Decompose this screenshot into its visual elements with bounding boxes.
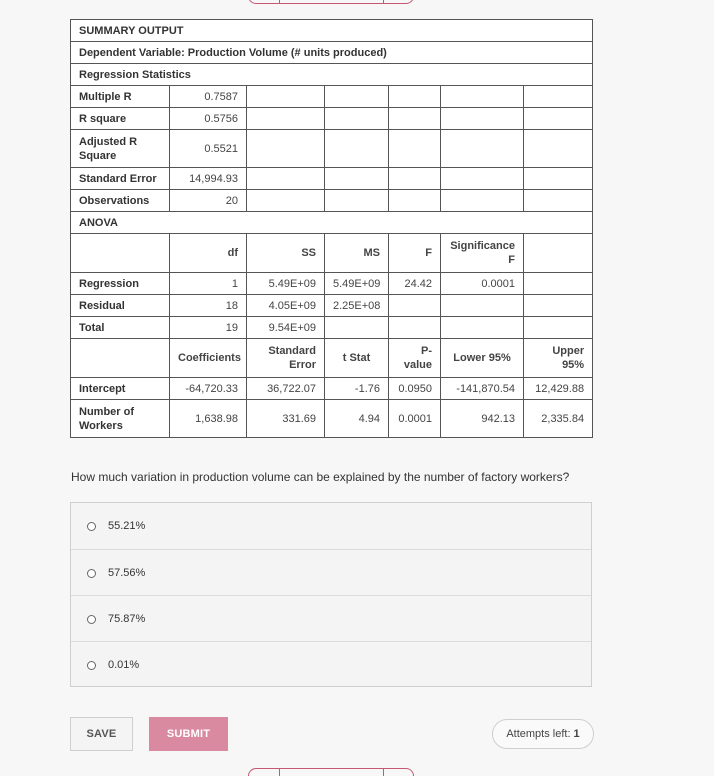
stat-row (71, 190, 593, 212)
anova-sig (441, 295, 524, 317)
coef-lower: 942.13 (441, 400, 524, 438)
anova-row-label: Total (71, 317, 170, 339)
coef-t: -1.76 (325, 378, 389, 400)
regression-output-table (70, 19, 593, 438)
anova-f (389, 317, 441, 339)
stat-label: Observations (71, 190, 170, 212)
anova-ss: 9.54E+09 (247, 317, 325, 339)
coef-value: -64,720.33 (170, 378, 247, 400)
coef-row-label: Number of Workers (71, 400, 170, 438)
stat-row (71, 108, 593, 130)
attempts-label: Attempts left: (506, 728, 571, 740)
stat-value: 0.5521 (170, 130, 247, 168)
anova-header: SS (247, 234, 325, 273)
anova-ss: 5.49E+09 (247, 273, 325, 295)
anova-header-row (71, 234, 593, 273)
anova-f (389, 295, 441, 317)
coef-upper: 2,335.84 (524, 400, 593, 438)
coef-p: 0.0950 (389, 378, 441, 400)
stat-value: 0.7587 (170, 86, 247, 108)
bottom-tab-nub (248, 768, 414, 776)
answer-option[interactable] (71, 549, 591, 596)
anova-row (71, 295, 593, 317)
attempts-count: 1 (573, 728, 580, 740)
anova-sig: 0.0001 (441, 273, 524, 295)
anova-sig (441, 317, 524, 339)
anova-row (71, 317, 593, 339)
answer-option[interactable] (71, 595, 591, 642)
coef-lower: -141,870.54 (441, 378, 524, 400)
save-button[interactable]: SAVE (70, 717, 133, 751)
answer-options (70, 502, 592, 687)
stat-row (71, 86, 593, 108)
stat-label: Multiple R (71, 86, 170, 108)
coef-header-row (71, 339, 593, 378)
anova-row-label: Regression (71, 273, 170, 295)
anova-df: 1 (170, 273, 247, 295)
anova-ms: 5.49E+09 (325, 273, 389, 295)
stat-row (71, 168, 593, 190)
coef-se: 36,722.07 (247, 378, 325, 400)
answer-option[interactable] (71, 503, 591, 549)
regression-statistics-title: Regression Statistics (71, 64, 593, 86)
stat-label: Adjusted R Square (71, 130, 170, 168)
anova-header: Significance F (441, 234, 524, 273)
question-text: How much variation in production volume can be explained by the number of factory workers? (71, 470, 570, 484)
anova-header: df (170, 234, 247, 273)
coef-row (71, 400, 593, 438)
summary-title: SUMMARY OUTPUT (71, 20, 593, 42)
anova-df: 19 (170, 317, 247, 339)
answer-option-label: 0.01% (108, 659, 140, 671)
coef-header: t Stat (325, 339, 389, 378)
stat-label: Standard Error (71, 168, 170, 190)
anova-header: MS (325, 234, 389, 273)
coef-row (71, 378, 593, 400)
anova-row (71, 273, 593, 295)
coef-header: Coefficients (170, 339, 247, 378)
radio-button[interactable] (87, 615, 96, 624)
answer-option-label: 75.87% (108, 613, 146, 625)
stat-value: 0.5756 (170, 108, 247, 130)
coef-value: 1,638.98 (170, 400, 247, 438)
coef-header: Standard Error (247, 339, 325, 378)
coef-upper: 12,429.88 (524, 378, 593, 400)
answer-option-label: 57.56% (108, 567, 146, 579)
radio-button[interactable] (87, 661, 96, 670)
anova-ss: 4.05E+09 (247, 295, 325, 317)
anova-ms: 2.25E+08 (325, 295, 389, 317)
radio-button[interactable] (87, 569, 96, 578)
coef-header: Upper 95% (524, 339, 593, 378)
anova-f: 24.42 (389, 273, 441, 295)
stat-value: 14,994.93 (170, 168, 247, 190)
anova-title: ANOVA (71, 212, 593, 234)
stat-label: R square (71, 108, 170, 130)
top-tab-nub (248, 0, 414, 4)
coef-row-label: Intercept (71, 378, 170, 400)
submit-button[interactable]: SUBMIT (149, 717, 228, 751)
coef-p: 0.0001 (389, 400, 441, 438)
answer-option-label: 55.21% (108, 520, 146, 532)
stat-row (71, 130, 593, 168)
anova-df: 18 (170, 295, 247, 317)
radio-button[interactable] (87, 522, 96, 531)
dependent-variable: Dependent Variable: Production Volume (# units produced) (71, 42, 593, 64)
answer-option[interactable] (71, 641, 591, 688)
coef-header: P-value (389, 339, 441, 378)
stat-value: 20 (170, 190, 247, 212)
coef-header: Lower 95% (441, 339, 524, 378)
anova-row-label: Residual (71, 295, 170, 317)
coef-t: 4.94 (325, 400, 389, 438)
anova-header: F (389, 234, 441, 273)
coef-se: 331.69 (247, 400, 325, 438)
anova-ms (325, 317, 389, 339)
attempts-left-badge (492, 719, 594, 749)
